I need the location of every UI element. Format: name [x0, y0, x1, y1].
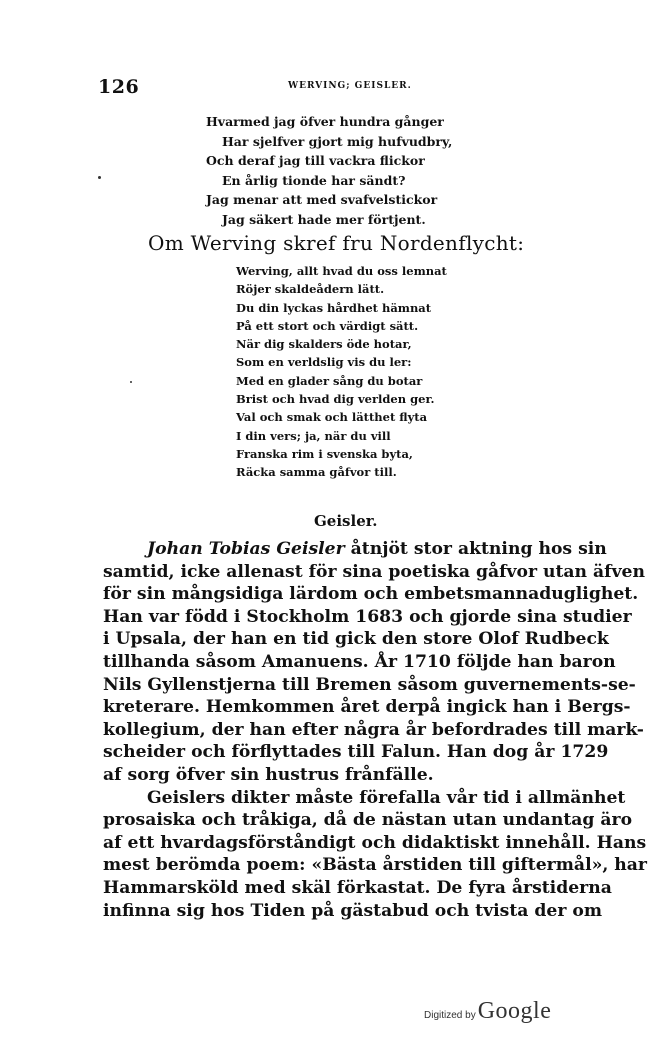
running-head: WERVING; GEISLER.	[288, 81, 412, 91]
text-line: Han var född i Stockholm 1683 och gjorde sina studier	[103, 606, 632, 627]
text-line: i Upsala, der han en tid gick den store Olof Rudbeck	[103, 629, 609, 650]
verse-line: Och deraf jag till vackra flickor	[206, 153, 425, 168]
verse-line: Hvarmed jag öfver hundra gånger	[206, 114, 444, 129]
text-line: tillhanda såsom Amanuens. År 1710 följde han baron	[103, 651, 616, 672]
text-line: scheider och förflyttades till Falun. Han dog år 1729	[103, 742, 609, 763]
verse-line: Du din lyckas hårdhet hämnat	[236, 300, 432, 315]
verse-line: Werving, allt hvad du oss lemnat	[236, 264, 447, 278]
person-name: Johan Tobias Geisler	[147, 539, 345, 559]
text-line: mest berömda poem: «Bästa årstiden till giftermål», har	[103, 855, 647, 876]
text-line: Geislers dikter måste förefalla vår tid i allmänhet	[147, 787, 626, 808]
verse-line: Har sjelfver gjort mig hufvudbry,	[222, 133, 453, 149]
text-line: infinna sig hos Tiden på gästabud och tvista der om	[103, 900, 603, 921]
text-line: Hammarsköld med skäl förkastat. De fyra årstiderna	[103, 877, 612, 898]
ink-speck	[98, 176, 101, 179]
verse-line: Röjer skaldeådern lätt.	[236, 282, 385, 297]
page-number: 126	[98, 76, 140, 98]
text-line: Nils Gyllenstjerna till Bremen såsom guvernements-se-	[103, 674, 636, 695]
google-logo: Google	[477, 998, 552, 1024]
digitization-stamp	[424, 998, 551, 1025]
section-heading: Geisler.	[314, 512, 378, 530]
verse-line: En årlig tionde har sändt?	[222, 172, 406, 188]
poem-nordenflycht	[236, 262, 447, 482]
verse-line: Jag menar att med svafvelstickor	[206, 192, 438, 207]
body-text	[103, 538, 647, 922]
poem-top	[206, 112, 452, 229]
verse-line: Som en verldslig vis du ler:	[236, 355, 412, 370]
verse-line: Franska rim i svenska byta,	[236, 446, 413, 461]
text-line: kreterare. Hemkommen året derpå ingick han i Bergs-	[103, 697, 631, 718]
verse-line: När dig skalders öde hotar,	[236, 337, 412, 352]
text-fragment: åtnjöt stor aktning hos sin	[350, 539, 607, 559]
text-line	[103, 538, 607, 561]
text-line: samtid, icke allenast för sina poetiska gåfvor utan äfven	[103, 561, 645, 582]
verse-line: Brist och hvad dig verlden ger.	[236, 392, 435, 407]
verse-line: Val och smak och lätthet flyta	[236, 410, 428, 425]
text-line: kollegium, der han efter några år befordrades till mark-	[103, 719, 644, 740]
verse-line: På ett stort och värdigt sätt.	[236, 318, 419, 333]
text-line: prosaiska och tråkiga, då de nästan utan undantag äro	[103, 810, 633, 831]
verse-line: I din vers; ja, när du vill	[236, 428, 391, 443]
intro-line: Om Werving skref fru Nordenflycht:	[148, 231, 525, 255]
verse-line: Jag säkert hade mer förtjent.	[222, 211, 426, 227]
digitized-label: Digitized by	[424, 1010, 476, 1021]
text-line: af ett hvardagsförståndigt och didaktiskt innehåll. Hans	[103, 832, 647, 853]
verse-line: Med en glader sång du botar	[236, 373, 423, 388]
text-line: af sorg öfver sin hustrus frånfälle.	[103, 764, 434, 785]
verse-line: Räcka samma gåfvor till.	[236, 465, 397, 480]
ink-speck	[130, 381, 132, 383]
text-line: för sin mångsidiga lärdom och embetsmannaduglighet.	[103, 584, 639, 605]
